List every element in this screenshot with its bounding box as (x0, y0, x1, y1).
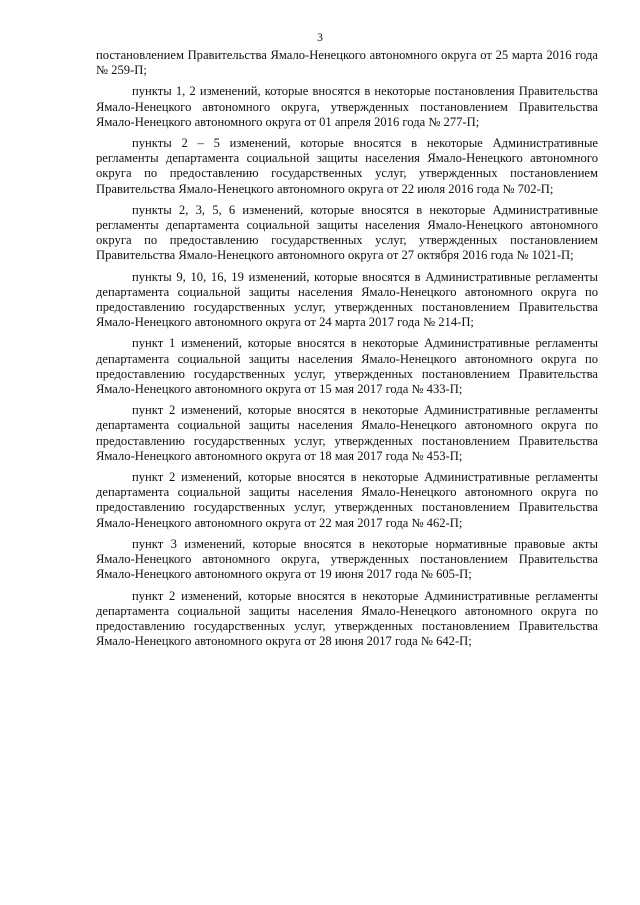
paragraph-5: пункты 9, 10, 16, 19 изменений, которые вносятся в Административные регламенты департамента социальной защиты населения Ямало-Ненецкого автономного округа по предоставлению государственных услуг, утвержденных постановлением Правительства Ямало-Ненецкого автономного округа от 24 марта 2017 года № 214-П; (96, 269, 598, 330)
paragraph-1: постановлением Правительства Ямало-Ненецкого автономного округа от 25 марта 2016 года № 259-П; (96, 48, 598, 78)
paragraph-2: пункты 1, 2 изменений, которые вносятся в некоторые постановления Правительства Ямало-Ненецкого автономного округа, утвержденных постановлением Правительства Ямало-Ненецкого автономного округа от 01 апреля 2016 года № 277-П; (96, 84, 598, 129)
paragraph-3: пункты 2 – 5 изменений, которые вносятся в некоторые Административные регламенты департамента социальной защиты населения Ямало-Ненецкого автономного округа по предоставлению государственных услуг, утвержденных постановлением Правительства Ямало-Ненецкого автономного округа от 22 июля 2016 года № 702-П; (96, 136, 598, 196)
paragraph-10: пункт 2 изменений, которые вносятся в некоторые Административные регламенты департамента социальной защиты населения Ямало-Ненецкого автономного округа по предоставлению государственных услуг, утвержденных постановлением Правительства Ямало-Ненецкого автономного округа от 28 июня 2017 года № 642-П; (96, 588, 598, 649)
paragraph-9: пункт 3 изменений, которые вносятся в некоторые нормативные правовые акты Ямало-Ненецкого автономного округа, утвержденных постановлением Правительства Ямало-Ненецкого автономного округа от 19 июня 2017 года № 605-П; (96, 536, 598, 582)
paragraph-4: пункты 2, 3, 5, 6 изменений, которые вносятся в некоторые Административные регламенты департамента социальной защиты населения Ямало-Ненецкого автономного округа по предоставлению государственных услуг, утвержденных постановлением Правительства Ямало-Ненецкого автономного округа от 27 октября 2016 года № 1021-П; (96, 202, 598, 263)
page-number: 3 (317, 32, 323, 44)
document-body (96, 48, 598, 655)
paragraph-6: пункт 1 изменений, которые вносятся в некоторые Административные регламенты департамента социальной защиты населения Ямало-Ненецкого автономного округа по предоставлению государственных услуг, утвержденных постановлением Правительства Ямало-Ненецкого автономного округа от 15 мая 2017 года № 433-П; (96, 336, 598, 397)
paragraph-8: пункт 2 изменений, которые вносятся в некоторые Административные регламенты департамента социальной защиты населения Ямало-Ненецкого автономного округа по предоставлению государственных услуг, утвержденных постановлением Правительства Ямало-Ненецкого автономного округа от 22 мая 2017 года № 462-П; (96, 470, 598, 530)
paragraph-7: пункт 2 изменений, которые вносятся в некоторые Административные регламенты департамента социальной защиты населения Ямало-Ненецкого автономного округа по предоставлению государственных услуг, утвержденных постановлением Правительства Ямало-Ненецкого автономного округа от 18 мая 2017 года № 453-П; (96, 403, 598, 463)
